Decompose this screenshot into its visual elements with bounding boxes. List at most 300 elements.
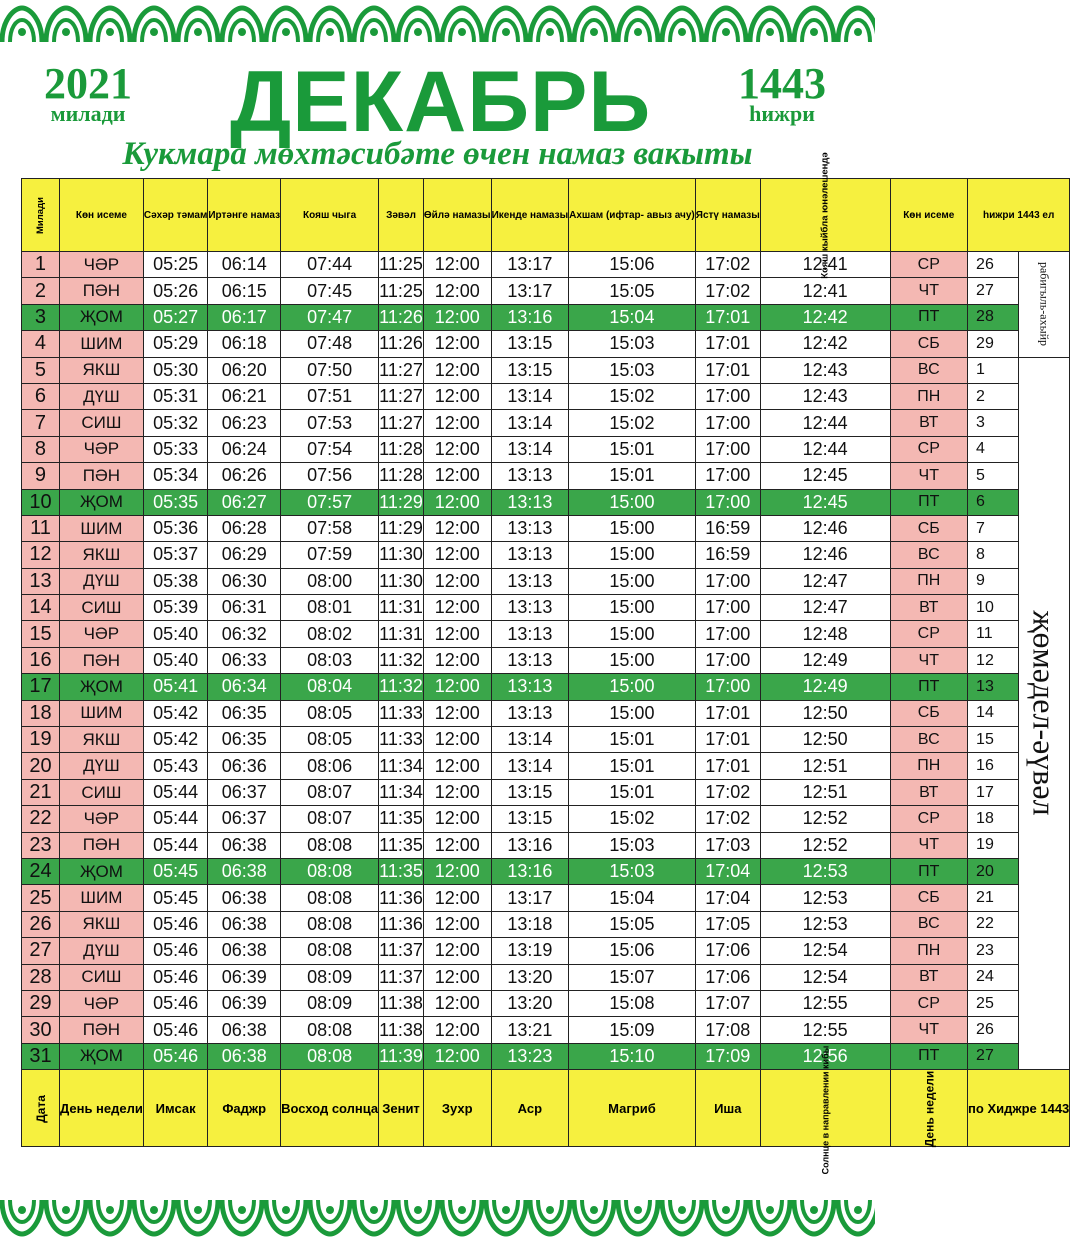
time-cell: 17:01 bbox=[695, 331, 760, 357]
column-footer: Восход солнца bbox=[281, 1070, 379, 1147]
hijri-day-cell: 27 bbox=[968, 278, 1019, 304]
gregorian-year-label: милади bbox=[50, 101, 126, 126]
time-cell: 12:47 bbox=[760, 595, 890, 621]
time-cell: 05:25 bbox=[143, 252, 207, 278]
day-row bbox=[22, 938, 1070, 964]
time-cell: 15:04 bbox=[569, 304, 696, 330]
time-cell: 12:55 bbox=[760, 990, 890, 1016]
time-cell: 07:53 bbox=[281, 410, 379, 436]
time-cell: 12:47 bbox=[760, 568, 890, 594]
time-cell: 11:35 bbox=[379, 858, 424, 884]
time-cell: 05:46 bbox=[143, 938, 207, 964]
time-cell: 13:13 bbox=[491, 700, 569, 726]
time-cell: 06:31 bbox=[208, 595, 281, 621]
date-cell: 21 bbox=[22, 779, 60, 805]
time-cell: 11:27 bbox=[379, 357, 424, 383]
russian-weekday-cell: ЧТ bbox=[890, 647, 968, 673]
time-cell: 12:00 bbox=[423, 727, 491, 753]
time-cell: 08:09 bbox=[281, 964, 379, 990]
time-cell: 17:01 bbox=[695, 700, 760, 726]
russian-weekday-cell: ПТ bbox=[890, 858, 968, 884]
time-cell: 06:38 bbox=[208, 938, 281, 964]
time-cell: 12:41 bbox=[760, 252, 890, 278]
time-cell: 12:52 bbox=[760, 806, 890, 832]
tatar-weekday-cell: ДҮШ bbox=[59, 568, 143, 594]
tatar-weekday-cell: ҖОМ bbox=[59, 1043, 143, 1069]
time-cell: 11:29 bbox=[379, 489, 424, 515]
column-header: Көн исеме bbox=[59, 179, 143, 252]
date-cell: 14 bbox=[22, 595, 60, 621]
russian-weekday-cell: СБ bbox=[890, 700, 968, 726]
time-cell: 05:36 bbox=[143, 515, 207, 541]
hijri-day-cell: 6 bbox=[968, 489, 1019, 515]
time-cell: 13:16 bbox=[491, 304, 569, 330]
time-cell: 06:15 bbox=[208, 278, 281, 304]
date-cell: 11 bbox=[22, 515, 60, 541]
time-cell: 12:00 bbox=[423, 938, 491, 964]
day-row bbox=[22, 806, 1070, 832]
time-cell: 13:13 bbox=[491, 568, 569, 594]
time-cell: 12:00 bbox=[423, 911, 491, 937]
tatar-weekday-cell: СИШ bbox=[59, 964, 143, 990]
time-cell: 06:38 bbox=[208, 858, 281, 884]
time-cell: 12:00 bbox=[423, 383, 491, 409]
time-cell: 13:15 bbox=[491, 357, 569, 383]
time-cell: 12:00 bbox=[423, 542, 491, 568]
time-cell: 11:36 bbox=[379, 911, 424, 937]
hijri-year-label: һижри bbox=[749, 101, 815, 126]
time-cell: 17:02 bbox=[695, 278, 760, 304]
tatar-weekday-cell: ЧӘР bbox=[59, 990, 143, 1016]
hijri-day-cell: 26 bbox=[968, 1017, 1019, 1043]
time-cell: 12:54 bbox=[760, 938, 890, 964]
time-cell: 08:07 bbox=[281, 779, 379, 805]
time-cell: 08:05 bbox=[281, 700, 379, 726]
time-cell: 11:30 bbox=[379, 542, 424, 568]
date-cell: 19 bbox=[22, 727, 60, 753]
time-cell: 06:38 bbox=[208, 832, 281, 858]
russian-weekday-cell: СР bbox=[890, 806, 968, 832]
time-cell: 13:15 bbox=[491, 806, 569, 832]
time-cell: 12:00 bbox=[423, 621, 491, 647]
time-cell: 06:26 bbox=[208, 463, 281, 489]
time-cell: 12:00 bbox=[423, 885, 491, 911]
time-cell: 15:03 bbox=[569, 858, 696, 884]
time-cell: 12:00 bbox=[423, 753, 491, 779]
day-row bbox=[22, 331, 1070, 357]
hijri-day-cell: 15 bbox=[968, 727, 1019, 753]
time-cell: 11:35 bbox=[379, 832, 424, 858]
time-cell: 12:00 bbox=[423, 304, 491, 330]
time-cell: 13:13 bbox=[491, 674, 569, 700]
tatar-weekday-cell: ЯКШ bbox=[59, 357, 143, 383]
time-cell: 05:32 bbox=[143, 410, 207, 436]
time-cell: 07:56 bbox=[281, 463, 379, 489]
time-cell: 12:00 bbox=[423, 436, 491, 462]
top-ornament-border bbox=[0, 2, 875, 46]
day-row bbox=[22, 990, 1070, 1016]
column-header: Көн исеме bbox=[890, 179, 968, 252]
time-cell: 13:19 bbox=[491, 938, 569, 964]
gregorian-year: 2021 bbox=[44, 59, 132, 108]
footer-row bbox=[22, 1070, 1070, 1147]
russian-weekday-cell: ВТ bbox=[890, 410, 968, 436]
time-cell: 12:55 bbox=[760, 1017, 890, 1043]
russian-weekday-cell: СР bbox=[890, 436, 968, 462]
time-cell: 11:36 bbox=[379, 885, 424, 911]
time-cell: 13:14 bbox=[491, 436, 569, 462]
time-cell: 06:14 bbox=[208, 252, 281, 278]
subtitle: Кукмара мөхтәсибәте өчен намаз вакыты bbox=[122, 136, 753, 172]
time-cell: 05:44 bbox=[143, 806, 207, 832]
tatar-weekday-cell: ШИМ bbox=[59, 700, 143, 726]
time-cell: 17:03 bbox=[695, 832, 760, 858]
hijri-year: 1443 bbox=[738, 59, 826, 108]
time-cell: 15:00 bbox=[569, 568, 696, 594]
time-cell: 08:00 bbox=[281, 568, 379, 594]
date-cell: 23 bbox=[22, 832, 60, 858]
time-cell: 16:59 bbox=[695, 542, 760, 568]
day-row bbox=[22, 885, 1070, 911]
date-cell: 6 bbox=[22, 383, 60, 409]
time-cell: 08:06 bbox=[281, 753, 379, 779]
time-cell: 08:01 bbox=[281, 595, 379, 621]
time-cell: 15:03 bbox=[569, 331, 696, 357]
time-cell: 08:03 bbox=[281, 647, 379, 673]
hijri-day-cell: 12 bbox=[968, 647, 1019, 673]
time-cell: 17:06 bbox=[695, 938, 760, 964]
time-cell: 13:13 bbox=[491, 489, 569, 515]
tatar-weekday-cell: ҖОМ bbox=[59, 858, 143, 884]
date-cell: 24 bbox=[22, 858, 60, 884]
time-cell: 15:09 bbox=[569, 1017, 696, 1043]
date-cell: 4 bbox=[22, 331, 60, 357]
time-cell: 05:46 bbox=[143, 911, 207, 937]
time-cell: 15:05 bbox=[569, 911, 696, 937]
time-cell: 05:42 bbox=[143, 727, 207, 753]
time-cell: 07:47 bbox=[281, 304, 379, 330]
time-cell: 17:05 bbox=[695, 911, 760, 937]
time-cell: 15:01 bbox=[569, 727, 696, 753]
hijri-day-cell: 5 bbox=[968, 463, 1019, 489]
time-cell: 06:38 bbox=[208, 911, 281, 937]
time-cell: 11:26 bbox=[379, 331, 424, 357]
time-cell: 12:00 bbox=[423, 489, 491, 515]
time-cell: 11:32 bbox=[379, 647, 424, 673]
day-row bbox=[22, 1017, 1070, 1043]
tatar-weekday-cell: ПӘН bbox=[59, 463, 143, 489]
column-header: Икенде намазы bbox=[491, 179, 569, 252]
time-cell: 05:40 bbox=[143, 647, 207, 673]
date-cell: 7 bbox=[22, 410, 60, 436]
russian-weekday-cell: ПТ bbox=[890, 489, 968, 515]
time-cell: 15:04 bbox=[569, 885, 696, 911]
time-cell: 12:53 bbox=[760, 911, 890, 937]
time-cell: 12:00 bbox=[423, 700, 491, 726]
time-cell: 13:13 bbox=[491, 515, 569, 541]
time-cell: 12:41 bbox=[760, 278, 890, 304]
date-cell: 3 bbox=[22, 304, 60, 330]
time-cell: 15:00 bbox=[569, 700, 696, 726]
time-cell: 05:41 bbox=[143, 674, 207, 700]
tatar-weekday-cell: ПӘН bbox=[59, 647, 143, 673]
russian-weekday-cell: ПТ bbox=[890, 304, 968, 330]
russian-weekday-cell: ЧТ bbox=[890, 1017, 968, 1043]
russian-weekday-cell: ПТ bbox=[890, 674, 968, 700]
time-cell: 13:15 bbox=[491, 779, 569, 805]
time-cell: 15:01 bbox=[569, 753, 696, 779]
date-cell: 25 bbox=[22, 885, 60, 911]
hijri-day-cell: 9 bbox=[968, 568, 1019, 594]
time-cell: 12:42 bbox=[760, 331, 890, 357]
time-cell: 08:08 bbox=[281, 858, 379, 884]
tatar-weekday-cell: СИШ bbox=[59, 410, 143, 436]
time-cell: 07:51 bbox=[281, 383, 379, 409]
time-cell: 05:35 bbox=[143, 489, 207, 515]
tatar-weekday-cell: ПӘН bbox=[59, 832, 143, 858]
time-cell: 12:50 bbox=[760, 727, 890, 753]
tatar-weekday-cell: ЯКШ bbox=[59, 542, 143, 568]
time-cell: 11:32 bbox=[379, 674, 424, 700]
time-cell: 12:45 bbox=[760, 463, 890, 489]
time-cell: 05:40 bbox=[143, 621, 207, 647]
time-cell: 06:38 bbox=[208, 1017, 281, 1043]
russian-weekday-cell: ВТ bbox=[890, 779, 968, 805]
time-cell: 12:00 bbox=[423, 1043, 491, 1069]
hijri-day-cell: 28 bbox=[968, 304, 1019, 330]
time-cell: 17:04 bbox=[695, 885, 760, 911]
time-cell: 06:38 bbox=[208, 1043, 281, 1069]
time-cell: 06:37 bbox=[208, 806, 281, 832]
time-cell: 15:00 bbox=[569, 595, 696, 621]
time-cell: 05:34 bbox=[143, 463, 207, 489]
hijri-day-cell: 18 bbox=[968, 806, 1019, 832]
tatar-weekday-cell: ЧӘР bbox=[59, 621, 143, 647]
time-cell: 17:01 bbox=[695, 727, 760, 753]
time-cell: 05:46 bbox=[143, 1017, 207, 1043]
hijri-day-cell: 11 bbox=[968, 621, 1019, 647]
tatar-weekday-cell: СИШ bbox=[59, 779, 143, 805]
time-cell: 13:17 bbox=[491, 252, 569, 278]
tatar-weekday-cell: ЧӘР bbox=[59, 436, 143, 462]
date-cell: 17 bbox=[22, 674, 60, 700]
hijri-day-cell: 10 bbox=[968, 595, 1019, 621]
day-row bbox=[22, 1043, 1070, 1069]
time-cell: 13:13 bbox=[491, 542, 569, 568]
time-cell: 15:00 bbox=[569, 674, 696, 700]
time-cell: 12:00 bbox=[423, 1017, 491, 1043]
time-cell: 17:00 bbox=[695, 621, 760, 647]
time-cell: 12:00 bbox=[423, 832, 491, 858]
time-cell: 15:02 bbox=[569, 410, 696, 436]
time-cell: 12:48 bbox=[760, 621, 890, 647]
russian-weekday-cell: СР bbox=[890, 990, 968, 1016]
tatar-weekday-cell: ЯКШ bbox=[59, 911, 143, 937]
time-cell: 11:28 bbox=[379, 436, 424, 462]
time-cell: 05:31 bbox=[143, 383, 207, 409]
time-cell: 06:37 bbox=[208, 779, 281, 805]
tatar-weekday-cell: ШИМ bbox=[59, 515, 143, 541]
time-cell: 12:00 bbox=[423, 331, 491, 357]
time-cell: 17:00 bbox=[695, 647, 760, 673]
time-cell: 05:43 bbox=[143, 753, 207, 779]
time-cell: 13:14 bbox=[491, 410, 569, 436]
time-cell: 11:37 bbox=[379, 964, 424, 990]
hijri-day-cell: 19 bbox=[968, 832, 1019, 858]
time-cell: 15:03 bbox=[569, 832, 696, 858]
date-cell: 1 bbox=[22, 252, 60, 278]
header-row bbox=[22, 179, 1070, 252]
time-cell: 06:35 bbox=[208, 700, 281, 726]
time-cell: 08:08 bbox=[281, 911, 379, 937]
date-cell: 28 bbox=[22, 964, 60, 990]
time-cell: 06:29 bbox=[208, 542, 281, 568]
time-cell: 12:49 bbox=[760, 647, 890, 673]
time-cell: 11:35 bbox=[379, 806, 424, 832]
time-cell: 11:29 bbox=[379, 515, 424, 541]
time-cell: 13:20 bbox=[491, 990, 569, 1016]
column-header: Өйлә намазы bbox=[423, 179, 491, 252]
time-cell: 12:00 bbox=[423, 647, 491, 673]
time-cell: 12:53 bbox=[760, 858, 890, 884]
column-footer: Имсак bbox=[143, 1070, 207, 1147]
time-cell: 05:45 bbox=[143, 858, 207, 884]
time-cell: 12:00 bbox=[423, 515, 491, 541]
day-row bbox=[22, 647, 1070, 673]
russian-weekday-cell: ПН bbox=[890, 938, 968, 964]
day-row bbox=[22, 779, 1070, 805]
tatar-weekday-cell: ЯКШ bbox=[59, 727, 143, 753]
time-cell: 11:31 bbox=[379, 621, 424, 647]
time-cell: 12:00 bbox=[423, 806, 491, 832]
time-cell: 15:00 bbox=[569, 542, 696, 568]
column-footer: Магриб bbox=[569, 1070, 696, 1147]
time-cell: 12:00 bbox=[423, 357, 491, 383]
time-cell: 06:39 bbox=[208, 990, 281, 1016]
time-cell: 17:00 bbox=[695, 489, 760, 515]
day-row bbox=[22, 911, 1070, 937]
day-row bbox=[22, 383, 1070, 409]
time-cell: 06:18 bbox=[208, 331, 281, 357]
hijri-day-cell: 1 bbox=[968, 357, 1019, 383]
hijri-day-cell: 27 bbox=[968, 1043, 1019, 1069]
time-cell: 05:30 bbox=[143, 357, 207, 383]
time-cell: 06:33 bbox=[208, 647, 281, 673]
time-cell: 08:09 bbox=[281, 990, 379, 1016]
time-cell: 12:00 bbox=[423, 990, 491, 1016]
time-cell: 11:26 bbox=[379, 304, 424, 330]
hijri-day-cell: 20 bbox=[968, 858, 1019, 884]
time-cell: 12:00 bbox=[423, 779, 491, 805]
time-cell: 13:14 bbox=[491, 383, 569, 409]
time-cell: 12:56 bbox=[760, 1043, 890, 1069]
day-row bbox=[22, 568, 1070, 594]
column-header: Кояш чыга bbox=[281, 179, 379, 252]
day-row bbox=[22, 357, 1070, 383]
time-cell: 12:00 bbox=[423, 674, 491, 700]
time-cell: 13:13 bbox=[491, 621, 569, 647]
time-cell: 06:36 bbox=[208, 753, 281, 779]
date-cell: 2 bbox=[22, 278, 60, 304]
russian-weekday-cell: ПН bbox=[890, 753, 968, 779]
time-cell: 15:00 bbox=[569, 515, 696, 541]
time-cell: 12:00 bbox=[423, 463, 491, 489]
date-cell: 31 bbox=[22, 1043, 60, 1069]
time-cell: 05:27 bbox=[143, 304, 207, 330]
time-cell: 06:20 bbox=[208, 357, 281, 383]
time-cell: 13:13 bbox=[491, 595, 569, 621]
time-cell: 12:46 bbox=[760, 542, 890, 568]
tatar-weekday-cell: ЧӘР bbox=[59, 806, 143, 832]
time-cell: 13:13 bbox=[491, 647, 569, 673]
column-footer: День недели bbox=[59, 1070, 143, 1147]
time-cell: 17:01 bbox=[695, 753, 760, 779]
date-cell: 9 bbox=[22, 463, 60, 489]
time-cell: 12:51 bbox=[760, 779, 890, 805]
time-cell: 06:27 bbox=[208, 489, 281, 515]
time-cell: 17:01 bbox=[695, 304, 760, 330]
time-cell: 13:16 bbox=[491, 858, 569, 884]
date-cell: 8 bbox=[22, 436, 60, 462]
time-cell: 07:45 bbox=[281, 278, 379, 304]
time-cell: 06:24 bbox=[208, 436, 281, 462]
time-cell: 07:50 bbox=[281, 357, 379, 383]
hijri-day-cell: 21 bbox=[968, 885, 1019, 911]
day-row bbox=[22, 753, 1070, 779]
column-footer: Фаджр bbox=[208, 1070, 281, 1147]
date-cell: 13 bbox=[22, 568, 60, 594]
time-cell: 07:59 bbox=[281, 542, 379, 568]
time-cell: 17:07 bbox=[695, 990, 760, 1016]
hijri-day-cell: 8 bbox=[968, 542, 1019, 568]
tatar-weekday-cell: ШИМ bbox=[59, 331, 143, 357]
time-cell: 06:35 bbox=[208, 727, 281, 753]
time-cell: 05:46 bbox=[143, 1043, 207, 1069]
day-row bbox=[22, 595, 1070, 621]
time-cell: 12:00 bbox=[423, 410, 491, 436]
time-cell: 12:00 bbox=[423, 964, 491, 990]
column-footer: по Хиджре 1443 bbox=[968, 1070, 1070, 1147]
column-footer: Зухр bbox=[423, 1070, 491, 1147]
time-cell: 17:02 bbox=[695, 779, 760, 805]
time-cell: 05:46 bbox=[143, 964, 207, 990]
tatar-weekday-cell: ДҮШ bbox=[59, 753, 143, 779]
time-cell: 07:48 bbox=[281, 331, 379, 357]
time-cell: 05:37 bbox=[143, 542, 207, 568]
time-cell: 17:01 bbox=[695, 357, 760, 383]
time-cell: 17:00 bbox=[695, 383, 760, 409]
time-cell: 07:58 bbox=[281, 515, 379, 541]
time-cell: 15:02 bbox=[569, 806, 696, 832]
russian-weekday-cell: СБ bbox=[890, 331, 968, 357]
date-cell: 30 bbox=[22, 1017, 60, 1043]
time-cell: 17:08 bbox=[695, 1017, 760, 1043]
time-cell: 06:30 bbox=[208, 568, 281, 594]
time-cell: 08:08 bbox=[281, 832, 379, 858]
time-cell: 15:07 bbox=[569, 964, 696, 990]
hijri-day-cell: 3 bbox=[968, 410, 1019, 436]
tatar-weekday-cell: ШИМ bbox=[59, 885, 143, 911]
column-footer: Солнце в направлении кибы bbox=[760, 1070, 890, 1147]
day-row bbox=[22, 542, 1070, 568]
column-footer: Аср bbox=[491, 1070, 569, 1147]
tatar-weekday-cell: СИШ bbox=[59, 595, 143, 621]
time-cell: 07:54 bbox=[281, 436, 379, 462]
tatar-weekday-cell: ПӘН bbox=[59, 1017, 143, 1043]
column-header: Кояш кыйбла юнәлешендә bbox=[760, 179, 890, 252]
time-cell: 13:21 bbox=[491, 1017, 569, 1043]
day-row bbox=[22, 700, 1070, 726]
